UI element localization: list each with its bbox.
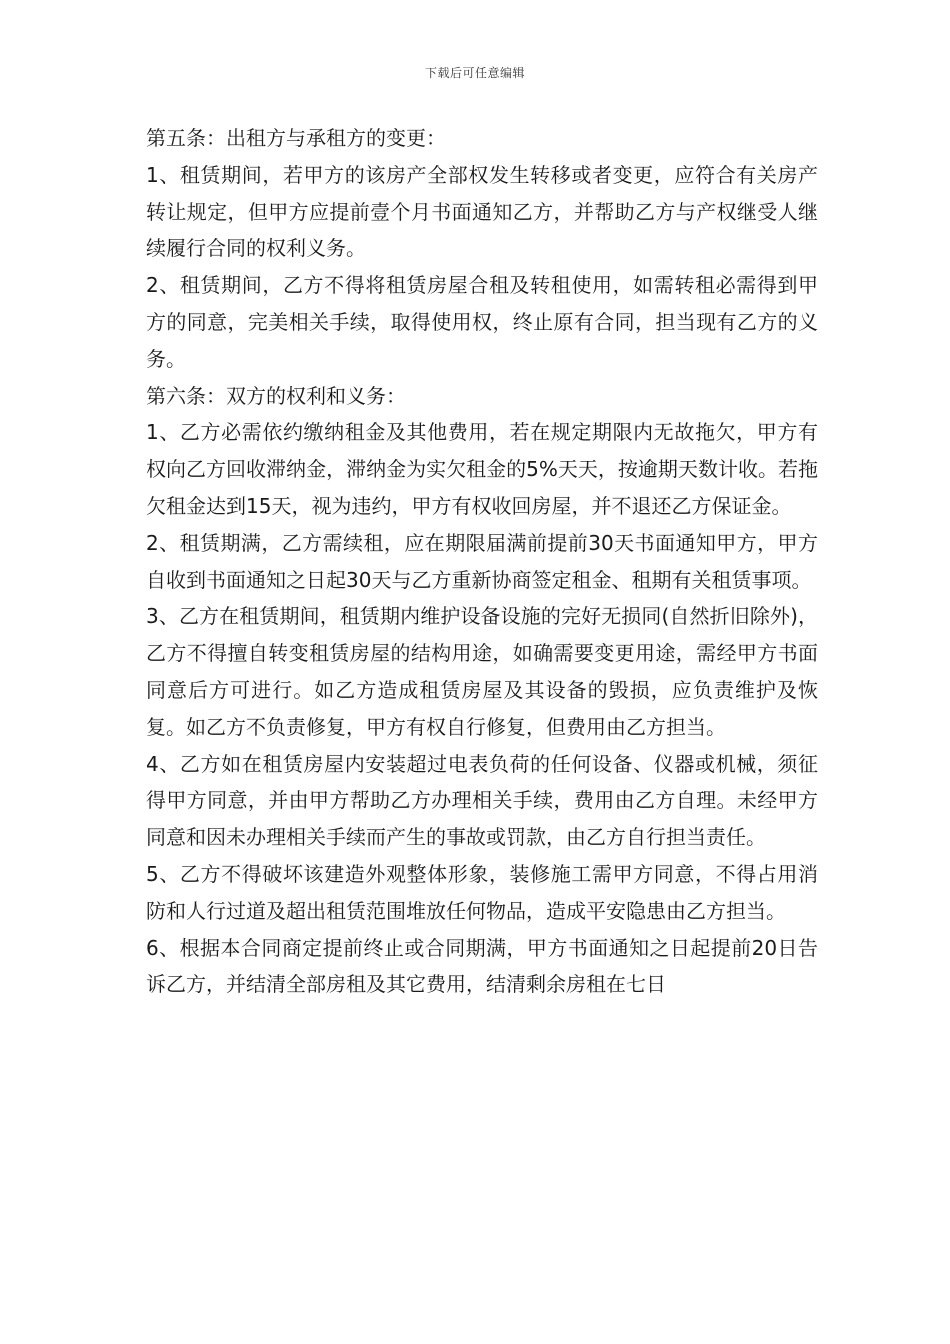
paragraph-6-4: 4、乙方如在租赁房屋内安装超过电表负荷的任何设备、仪器或机械，须征得甲方同意，并由甲方帮助乙方办理相关手续，费用由乙方自理。未经甲方同意和因未办理相关手续而产生的事故或罚款，由乙方自行担当责任。: [146, 751, 818, 850]
paragraph-5-1: 1、租赁期间，若甲方的该房产全部权发生转移或者变更，应符合有关房产转让规定，但甲方应提前壹个月书面通知乙方，并帮助乙方与产权继受人继续履行合同的权利义务。: [146, 162, 818, 261]
section-heading-6: 第六条：双方的权利和义务：: [146, 383, 406, 408]
header-note: 下载后可任意编辑: [424, 66, 525, 80]
paragraph-6-6: 6、根据本合同商定提前终止或合同期满，甲方书面通知之日起提前20日告诉乙方，并结清全部房租及其它费用，结清剩余房租在七日: [146, 935, 818, 997]
paragraph-5-2: 2、租赁期间，乙方不得将租赁房屋合租及转租使用，如需转租必需得到甲方的同意，完美相关手续，取得使用权，终止原有合同，担当现有乙方的义务。: [146, 273, 818, 371]
paragraph-6-1: 1、乙方必需依约缴纳租金及其他费用，若在规定期限内无故拖欠，甲方有权向乙方回收滞纳金，滞纳金为实欠租金的5%天天，按逾期天数计收。若拖欠租金达到15天，视为违约，甲方有权收回房屋，并不退还乙方保证金。: [146, 420, 818, 518]
paragraph-6-5: 5、乙方不得破坏该建造外观整体形象，装修施工需甲方同意，不得占用消防和人行过道及超出租赁范围堆放任何物品，造成平安隐患由乙方担当。: [146, 861, 818, 923]
section-heading-5: 第五条：出租方与承租方的变更：: [146, 126, 446, 150]
paragraph-6-3: 3、乙方在租赁期间，租赁期内维护设备设施的完好无损同(自然折旧除外)，乙方不得擅自转变租赁房屋的结构用途，如确需要变更用途，需经甲方书面同意后方可进行。如乙方造成租赁房屋及其设备的毁损，应负责维护及恢复。如乙方不负责修复，甲方有权自行修复，但费用由乙方担当。: [146, 604, 818, 739]
paragraph-6-2: 2、租赁期满，乙方需续租，应在期限届满前提前30天书面通知甲方，甲方自收到书面通知之日起30天与乙方重新协商签定租金、租期有关租赁事项。: [146, 530, 818, 592]
document-body: [146, 120, 818, 1003]
